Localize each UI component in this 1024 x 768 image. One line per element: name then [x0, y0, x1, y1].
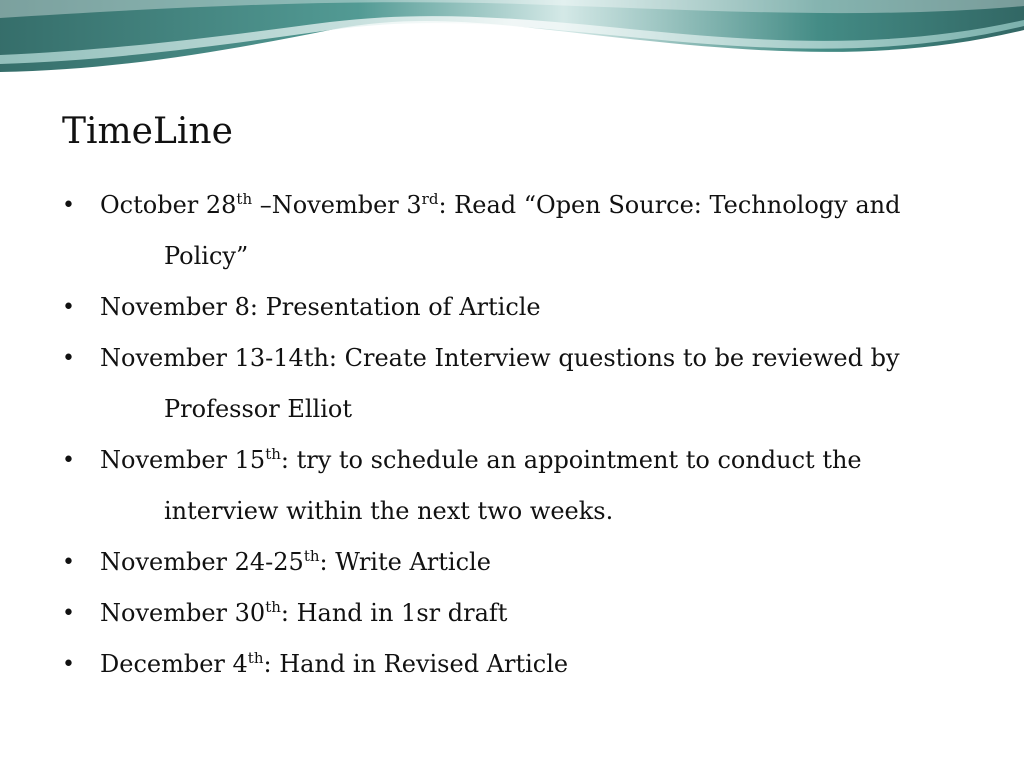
timeline-item-text	[100, 282, 962, 333]
text-run: November 30	[100, 599, 266, 627]
text-run: : Read “Open Source: Technology and	[438, 191, 901, 219]
timeline-item-text	[100, 537, 962, 588]
timeline-item-continuation: Policy”	[164, 242, 249, 270]
text-run: December 4	[100, 650, 248, 678]
ordinal-suffix: th	[265, 445, 281, 463]
text-run: November 13-14th: Create Interview questions to be reviewed by	[100, 344, 900, 372]
timeline-item-text	[100, 435, 962, 486]
text-run: October 28	[100, 191, 237, 219]
ordinal-suffix: th	[247, 649, 264, 667]
text-run: November 24-25	[100, 548, 304, 576]
text-run: : Hand in Revised Article	[263, 650, 569, 678]
bullet-icon: •	[62, 448, 75, 473]
timeline-item	[62, 333, 962, 435]
text-run: November 15	[100, 446, 266, 474]
ordinal-suffix: th	[265, 598, 281, 616]
ordinal-suffix: th	[236, 190, 253, 208]
text-run: November 8: Presentation of Article	[100, 293, 541, 321]
slide-title: TimeLine	[62, 111, 233, 152]
bullet-icon: •	[62, 295, 75, 320]
ordinal-suffix: th	[303, 547, 320, 565]
bullet-icon: •	[62, 550, 75, 575]
timeline-item-continuation: Professor Elliot	[164, 395, 352, 423]
bullet-icon: •	[62, 193, 75, 218]
text-run: : try to schedule an appointment to conduct the	[280, 446, 862, 474]
timeline-item	[62, 639, 962, 690]
text-run: : Write Article	[319, 548, 491, 576]
timeline-item	[62, 537, 962, 588]
bullet-icon: •	[62, 652, 75, 677]
text-run: –November 3	[252, 191, 422, 219]
timeline-item-text	[100, 333, 962, 384]
timeline-item	[62, 435, 962, 537]
timeline-item-continuation: interview within the next two weeks.	[164, 497, 614, 525]
timeline-item-text	[100, 180, 962, 231]
timeline-item-text	[100, 588, 962, 639]
header-wave-decoration	[0, 0, 1024, 80]
ordinal-suffix: rd	[421, 190, 439, 208]
timeline-list	[62, 180, 962, 690]
bullet-icon: •	[62, 601, 75, 626]
timeline-item	[62, 588, 962, 639]
text-run: : Hand in 1sr draft	[280, 599, 508, 627]
timeline-item	[62, 282, 962, 333]
bullet-icon: •	[62, 346, 75, 371]
timeline-item	[62, 180, 962, 282]
timeline-item-text	[100, 639, 962, 690]
